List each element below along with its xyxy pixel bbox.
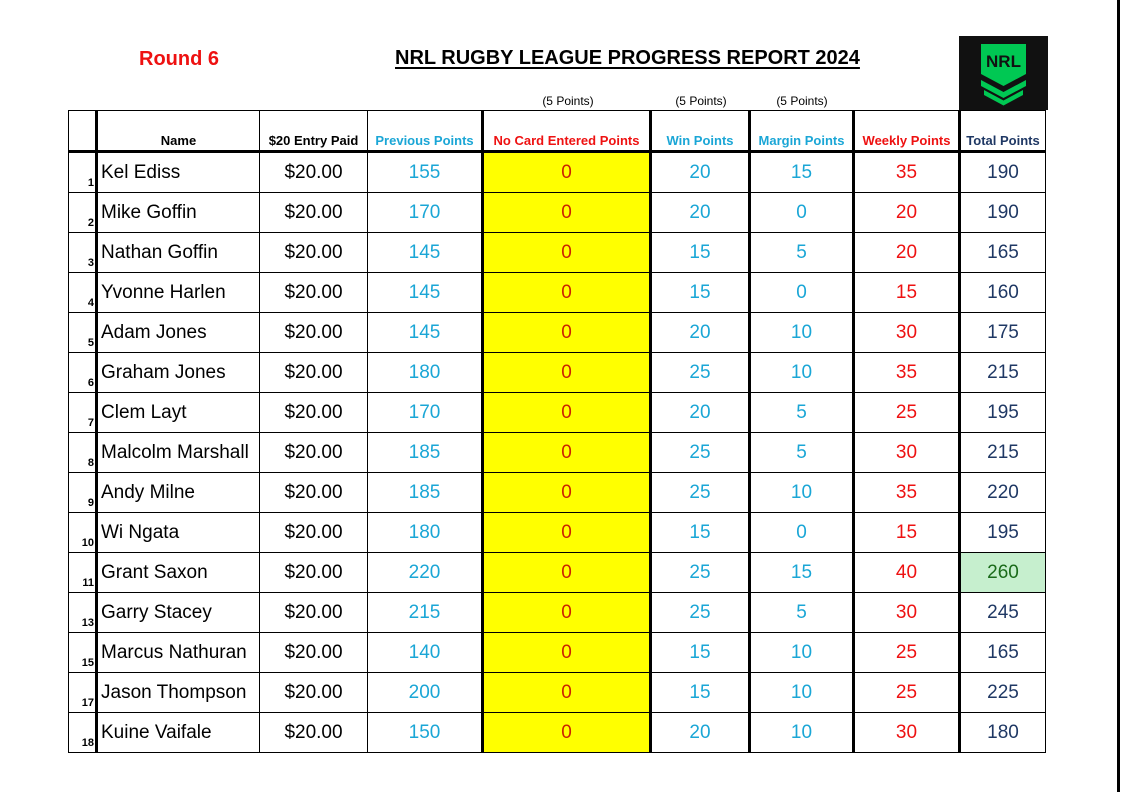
no-card-points: 0 xyxy=(483,513,651,553)
row-number: 6 xyxy=(69,353,97,393)
win-points: 25 xyxy=(651,553,750,593)
no-card-points: 0 xyxy=(483,593,651,633)
player-name: Andy Milne xyxy=(97,473,260,513)
table-row xyxy=(69,673,1046,713)
table-row xyxy=(69,633,1046,673)
entry-paid: $20.00 xyxy=(260,273,368,313)
margin-points: 10 xyxy=(750,313,854,353)
weekly-points: 25 xyxy=(854,673,960,713)
previous-points: 180 xyxy=(368,513,483,553)
no-card-points: 0 xyxy=(483,313,651,353)
margin-points: 10 xyxy=(750,353,854,393)
row-number: 2 xyxy=(69,193,97,233)
player-name: Clem Layt xyxy=(97,393,260,433)
table-row xyxy=(69,593,1046,633)
margin-points: 0 xyxy=(750,193,854,233)
entry-paid: $20.00 xyxy=(260,152,368,193)
total-points: 195 xyxy=(960,513,1046,553)
player-name: Graham Jones xyxy=(97,353,260,393)
player-name: Jason Thompson xyxy=(97,673,260,713)
weekly-points: 35 xyxy=(854,353,960,393)
win-points: 15 xyxy=(651,513,750,553)
win-points: 25 xyxy=(651,473,750,513)
no-card-points: 0 xyxy=(483,433,651,473)
entry-paid: $20.00 xyxy=(260,513,368,553)
win-points: 25 xyxy=(651,353,750,393)
total-points: 165 xyxy=(960,633,1046,673)
entry-paid: $20.00 xyxy=(260,233,368,273)
win-points: 20 xyxy=(651,152,750,193)
table-row xyxy=(69,713,1046,753)
previous-points: 180 xyxy=(368,353,483,393)
no-card-points: 0 xyxy=(483,553,651,593)
player-name: Garry Stacey xyxy=(97,593,260,633)
total-points: 215 xyxy=(960,353,1046,393)
table-row xyxy=(69,513,1046,553)
logo-text: NRL xyxy=(986,52,1021,71)
no-card-subheader: (5 Points) xyxy=(542,94,594,108)
no-card-points: 0 xyxy=(483,152,651,193)
no-card-points: 0 xyxy=(483,233,651,273)
previous-points: 185 xyxy=(368,473,483,513)
entry-paid: $20.00 xyxy=(260,393,368,433)
weekly-points: 25 xyxy=(854,633,960,673)
weekly-points: 35 xyxy=(854,152,960,193)
table-row xyxy=(69,553,1046,593)
weekly-points: 20 xyxy=(854,193,960,233)
total-points: 260 xyxy=(960,553,1046,593)
weekly-points: 35 xyxy=(854,473,960,513)
total-points: 160 xyxy=(960,273,1046,313)
win-points: 25 xyxy=(651,433,750,473)
table-row xyxy=(69,393,1046,433)
entry-paid: $20.00 xyxy=(260,353,368,393)
margin-points: 0 xyxy=(750,273,854,313)
table-row xyxy=(69,152,1046,193)
margin-points: 5 xyxy=(750,393,854,433)
player-name: Kuine Vaifale xyxy=(97,713,260,753)
previous-points: 170 xyxy=(368,393,483,433)
previous-points: 140 xyxy=(368,633,483,673)
no-card-points: 0 xyxy=(483,353,651,393)
table-row xyxy=(69,193,1046,233)
no-card-points: 0 xyxy=(483,673,651,713)
table-row xyxy=(69,233,1046,273)
col-previous-header: Previous Points xyxy=(368,111,483,152)
col-no-header xyxy=(69,111,97,152)
margin-points: 0 xyxy=(750,513,854,553)
no-card-points: 0 xyxy=(483,713,651,753)
progress-table xyxy=(68,110,1046,753)
previous-points: 220 xyxy=(368,553,483,593)
col-weekly-header: Weekly Points xyxy=(854,111,960,152)
margin-points: 5 xyxy=(750,433,854,473)
total-points: 165 xyxy=(960,233,1046,273)
margin-points: 10 xyxy=(750,673,854,713)
weekly-points: 15 xyxy=(854,513,960,553)
no-card-points: 0 xyxy=(483,393,651,433)
entry-paid: $20.00 xyxy=(260,593,368,633)
col-entry-header: $20 Entry Paid xyxy=(260,111,368,152)
row-number: 18 xyxy=(69,713,97,753)
entry-paid: $20.00 xyxy=(260,713,368,753)
total-points: 180 xyxy=(960,713,1046,753)
row-number: 9 xyxy=(69,473,97,513)
margin-points: 10 xyxy=(750,633,854,673)
margin-subheader: (5 Points) xyxy=(776,94,828,108)
win-points: 15 xyxy=(651,273,750,313)
previous-points: 200 xyxy=(368,673,483,713)
total-points: 190 xyxy=(960,193,1046,233)
previous-points: 150 xyxy=(368,713,483,753)
col-no-card-header: No Card Entered Points xyxy=(483,111,651,152)
weekly-points: 20 xyxy=(854,233,960,273)
table-row xyxy=(69,273,1046,313)
row-number: 11 xyxy=(69,553,97,593)
margin-points: 10 xyxy=(750,713,854,753)
col-name-header: Name xyxy=(97,111,260,152)
row-number: 4 xyxy=(69,273,97,313)
win-points: 20 xyxy=(651,313,750,353)
win-points: 20 xyxy=(651,393,750,433)
weekly-points: 40 xyxy=(854,553,960,593)
player-name: Yvonne Harlen xyxy=(97,273,260,313)
player-name: Marcus Nathuran xyxy=(97,633,260,673)
row-number: 8 xyxy=(69,433,97,473)
table-row xyxy=(69,433,1046,473)
total-points: 215 xyxy=(960,433,1046,473)
row-number: 10 xyxy=(69,513,97,553)
col-margin-header: Margin Points xyxy=(750,111,854,152)
entry-paid: $20.00 xyxy=(260,193,368,233)
win-points: 20 xyxy=(651,713,750,753)
round-label: Round 6 xyxy=(139,48,219,70)
table-row xyxy=(69,353,1046,393)
page-edge-bar xyxy=(1117,0,1120,792)
previous-points: 185 xyxy=(368,433,483,473)
no-card-points: 0 xyxy=(483,473,651,513)
win-points: 20 xyxy=(651,193,750,233)
row-number: 5 xyxy=(69,313,97,353)
entry-paid: $20.00 xyxy=(260,473,368,513)
col-total-header: Total Points xyxy=(960,111,1046,152)
row-number: 13 xyxy=(69,593,97,633)
margin-points: 5 xyxy=(750,233,854,273)
previous-points: 155 xyxy=(368,152,483,193)
weekly-points: 30 xyxy=(854,593,960,633)
no-card-points: 0 xyxy=(483,273,651,313)
previous-points: 145 xyxy=(368,273,483,313)
weekly-points: 15 xyxy=(854,273,960,313)
entry-paid: $20.00 xyxy=(260,553,368,593)
player-name: Malcolm Marshall xyxy=(97,433,260,473)
table-header-row xyxy=(69,111,1046,152)
previous-points: 170 xyxy=(368,193,483,233)
margin-points: 15 xyxy=(750,152,854,193)
entry-paid: $20.00 xyxy=(260,313,368,353)
player-name: Wi Ngata xyxy=(97,513,260,553)
table-row xyxy=(69,313,1046,353)
total-points: 245 xyxy=(960,593,1046,633)
win-points: 15 xyxy=(651,233,750,273)
weekly-points: 25 xyxy=(854,393,960,433)
total-points: 175 xyxy=(960,313,1046,353)
entry-paid: $20.00 xyxy=(260,633,368,673)
total-points: 195 xyxy=(960,393,1046,433)
no-card-points: 0 xyxy=(483,193,651,233)
entry-paid: $20.00 xyxy=(260,673,368,713)
margin-points: 5 xyxy=(750,593,854,633)
row-number: 3 xyxy=(69,233,97,273)
row-number: 7 xyxy=(69,393,97,433)
total-points: 190 xyxy=(960,152,1046,193)
margin-points: 15 xyxy=(750,553,854,593)
row-number: 17 xyxy=(69,673,97,713)
win-points: 15 xyxy=(651,633,750,673)
col-win-header: Win Points xyxy=(651,111,750,152)
win-subheader: (5 Points) xyxy=(675,94,727,108)
weekly-points: 30 xyxy=(854,713,960,753)
total-points: 220 xyxy=(960,473,1046,513)
row-number: 1 xyxy=(69,152,97,193)
nrl-logo xyxy=(959,36,1048,110)
page-title: NRL RUGBY LEAGUE PROGRESS REPORT 2024 xyxy=(395,47,860,69)
player-name: Grant Saxon xyxy=(97,553,260,593)
previous-points: 215 xyxy=(368,593,483,633)
weekly-points: 30 xyxy=(854,433,960,473)
table-row xyxy=(69,473,1046,513)
row-number: 15 xyxy=(69,633,97,673)
no-card-points: 0 xyxy=(483,633,651,673)
total-points: 225 xyxy=(960,673,1046,713)
player-name: Mike Goffin xyxy=(97,193,260,233)
previous-points: 145 xyxy=(368,233,483,273)
win-points: 15 xyxy=(651,673,750,713)
weekly-points: 30 xyxy=(854,313,960,353)
previous-points: 145 xyxy=(368,313,483,353)
player-name: Adam Jones xyxy=(97,313,260,353)
entry-paid: $20.00 xyxy=(260,433,368,473)
player-name: Nathan Goffin xyxy=(97,233,260,273)
table-body xyxy=(69,152,1046,753)
win-points: 25 xyxy=(651,593,750,633)
margin-points: 10 xyxy=(750,473,854,513)
player-name: Kel Ediss xyxy=(97,152,260,193)
